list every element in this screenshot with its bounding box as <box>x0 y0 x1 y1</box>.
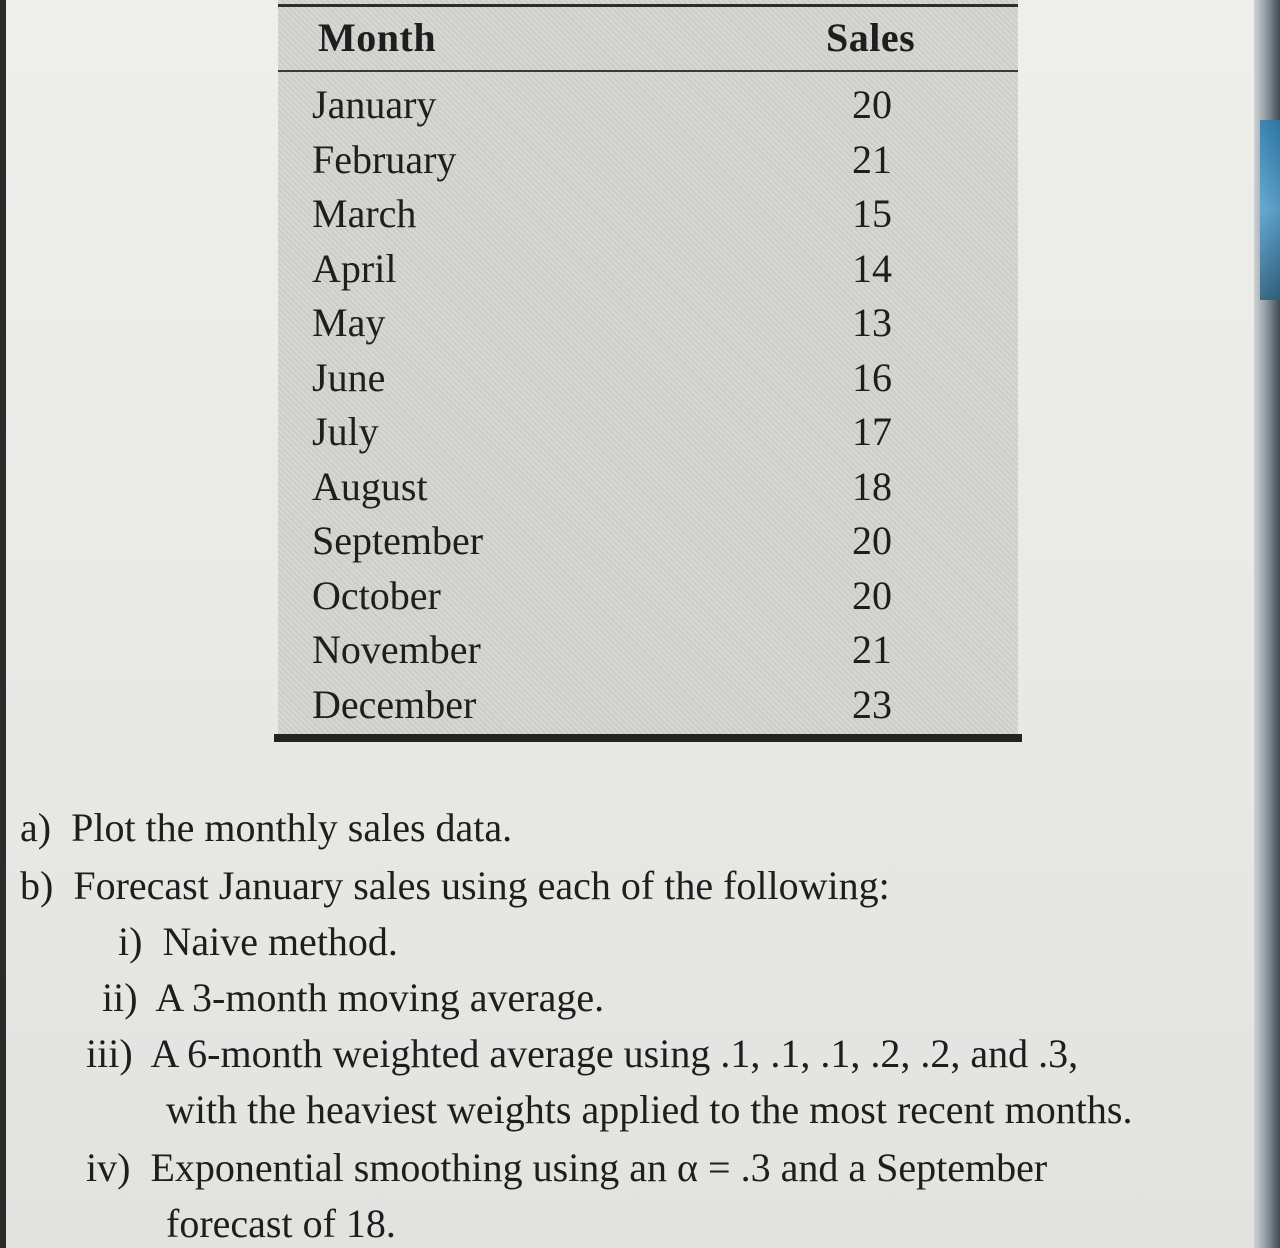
question-b-iv-continued <box>166 1200 396 1248</box>
table-row <box>278 516 1018 571</box>
header-sales: Sales <box>826 15 916 60</box>
question-a <box>20 804 512 852</box>
month-cell: March <box>312 191 417 236</box>
sales-cell: 20 <box>852 82 892 127</box>
table-bottom-rule <box>274 734 1022 742</box>
question-marker: iv) <box>86 1145 131 1190</box>
document-page <box>6 0 1254 1248</box>
sales-cell: 15 <box>852 191 892 236</box>
question-text-line2: forecast of 18. <box>166 1201 396 1246</box>
table-row <box>278 189 1018 244</box>
month-cell: April <box>312 245 397 291</box>
month-cell: October <box>312 572 441 618</box>
table-row <box>278 298 1018 353</box>
question-marker: iii) <box>86 1031 133 1076</box>
sales-cell: 21 <box>852 136 892 182</box>
photo-screen-glare <box>1260 120 1280 300</box>
question-b-iii <box>86 1030 1078 1078</box>
table-top-rule <box>278 4 1018 7</box>
sales-cell: 20 <box>852 518 892 563</box>
table-row <box>278 625 1018 680</box>
question-text: Plot the monthly sales data. <box>71 805 513 850</box>
question-b <box>20 862 890 910</box>
month-cell: November <box>312 627 481 672</box>
sales-cell: 23 <box>852 681 892 727</box>
table-row <box>278 680 1018 735</box>
table-row <box>278 407 1018 462</box>
table-row <box>278 80 1018 135</box>
sales-cell: 21 <box>852 627 892 672</box>
question-b-i <box>118 918 398 966</box>
sales-cell: 18 <box>852 463 892 509</box>
month-cell: August <box>312 463 428 509</box>
question-text: A 3-month moving average. <box>155 975 605 1020</box>
month-cell: February <box>312 136 457 182</box>
sales-cell: 13 <box>852 300 892 345</box>
question-text-line1: Exponential smoothing using an α = .3 and a September <box>150 1145 1048 1190</box>
header-month: Month <box>318 15 437 60</box>
sales-cell: 17 <box>852 409 892 454</box>
month-cell: September <box>312 518 484 563</box>
table-header-rule <box>278 70 1018 72</box>
month-cell: July <box>312 409 379 454</box>
table-row <box>278 244 1018 299</box>
question-marker: ii) <box>102 975 138 1020</box>
table-row <box>278 353 1018 408</box>
question-b-ii <box>102 974 604 1022</box>
table-body <box>278 80 1018 734</box>
sales-cell: 14 <box>852 245 892 291</box>
month-cell: June <box>312 354 386 400</box>
sales-table <box>278 0 1018 742</box>
month-cell: December <box>312 681 477 727</box>
question-text: Naive method. <box>162 919 398 964</box>
month-cell: May <box>312 300 386 345</box>
sales-cell: 20 <box>852 572 892 618</box>
question-marker: a) <box>20 805 52 850</box>
sales-cell: 16 <box>852 354 892 400</box>
question-text-line2: with the heaviest weights applied to the most recent months. <box>166 1087 1133 1132</box>
question-marker: b) <box>20 863 54 908</box>
question-b-iv <box>86 1144 1047 1192</box>
table-row <box>278 135 1018 190</box>
question-b-iii-continued <box>166 1086 1132 1134</box>
table-row <box>278 571 1018 626</box>
question-text-line1: A 6-month weighted average using .1, .1, .1, .2, .2, and .3, <box>150 1031 1079 1076</box>
table-row <box>278 462 1018 517</box>
question-text: Forecast January sales using each of the following: <box>73 863 890 908</box>
month-cell: January <box>312 82 437 127</box>
question-marker: i) <box>118 919 143 964</box>
